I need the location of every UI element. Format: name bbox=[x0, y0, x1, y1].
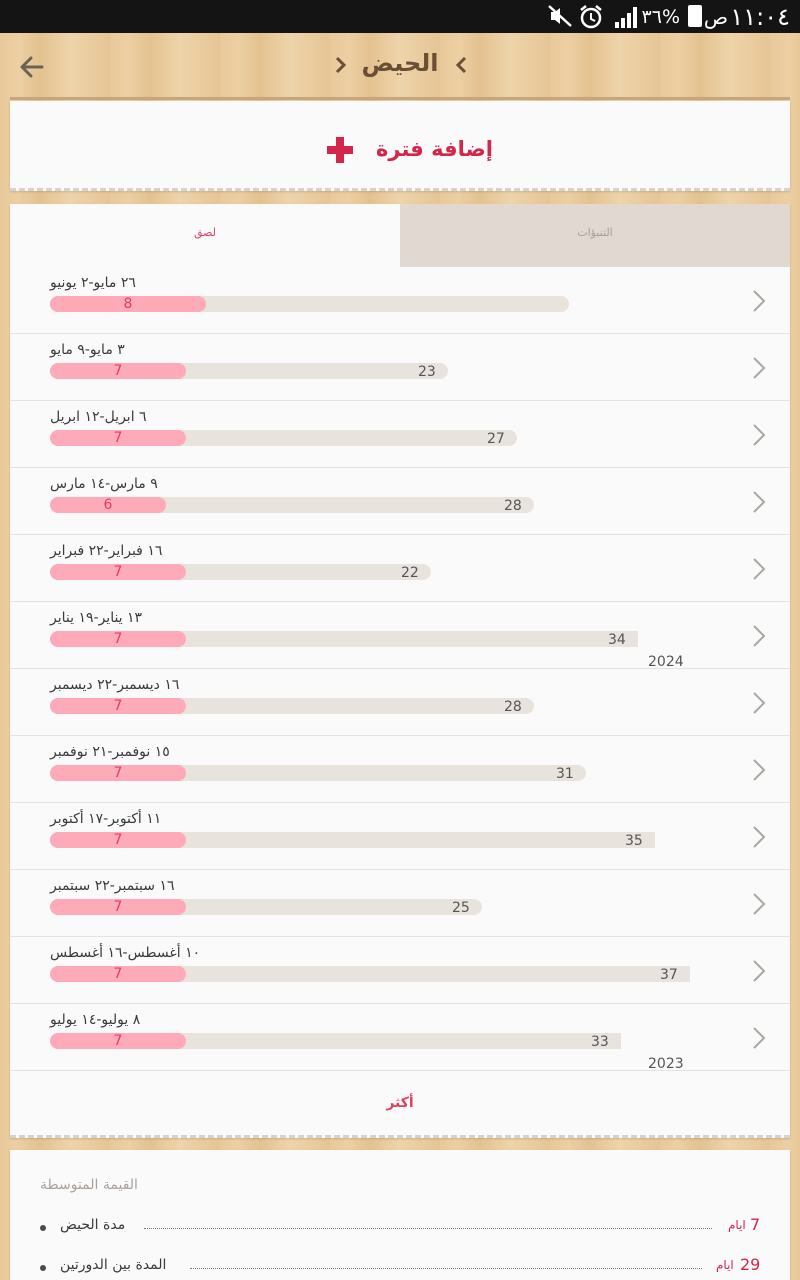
average-name: مدة الحيض bbox=[60, 1217, 126, 1233]
dotted-leader bbox=[190, 1268, 702, 1269]
cycle-length-value: 35 bbox=[625, 833, 643, 849]
chevron-right-icon[interactable] bbox=[452, 54, 472, 76]
cycle-length-value: 33 bbox=[591, 1034, 609, 1050]
clock: ١١:٠٤ bbox=[730, 3, 790, 31]
period-length-bar: 7 bbox=[50, 631, 186, 647]
period-date-range: ١٦ ديسمبر-٢٢ ديسمبر bbox=[50, 677, 180, 693]
cycle-length-value: 27 bbox=[487, 431, 505, 447]
period-row[interactable] bbox=[10, 401, 790, 468]
chevron-right-icon bbox=[752, 1026, 766, 1050]
ampm-indicator: ص bbox=[703, 5, 728, 29]
period-row[interactable] bbox=[10, 602, 790, 669]
averages-card bbox=[10, 1150, 790, 1280]
period-row[interactable] bbox=[10, 334, 790, 401]
plus-icon bbox=[326, 136, 354, 168]
bullet-dot bbox=[40, 1225, 46, 1231]
toolbar-divider bbox=[10, 97, 790, 100]
period-date-range: ٣ مايو-٩ مايو bbox=[50, 342, 125, 358]
period-row[interactable] bbox=[10, 468, 790, 535]
period-list-card bbox=[10, 204, 790, 1138]
add-period-card bbox=[10, 101, 790, 191]
period-row[interactable] bbox=[10, 1004, 790, 1071]
page-title: الحيض bbox=[361, 49, 439, 77]
chevron-right-icon bbox=[752, 959, 766, 983]
period-date-range: ١٠ أغسطس-١٦ أغسطس bbox=[50, 945, 201, 961]
period-length-bar: 7 bbox=[50, 430, 186, 446]
period-length-bar: 7 bbox=[50, 698, 186, 714]
mute-icon bbox=[548, 5, 572, 31]
chevron-right-icon bbox=[752, 758, 766, 782]
chevron-right-icon bbox=[752, 356, 766, 380]
average-value: 29 bbox=[740, 1255, 761, 1274]
chevron-right-icon bbox=[752, 892, 766, 916]
period-length-bar: 8 bbox=[50, 296, 206, 312]
tab-stuck[interactable]: لصق bbox=[10, 204, 400, 267]
cycle-length-value: 23 bbox=[418, 364, 436, 380]
period-length-bar: 7 bbox=[50, 832, 186, 848]
cycle-length-value: 28 bbox=[504, 699, 522, 715]
period-row[interactable] bbox=[10, 870, 790, 937]
period-length-bar: 7 bbox=[50, 1033, 186, 1049]
battery-percent: ٣٦% bbox=[641, 6, 680, 28]
cycle-length-value: 37 bbox=[660, 967, 678, 983]
chevron-right-icon bbox=[752, 423, 766, 447]
period-date-range: ١٣ يناير-١٩ يناير bbox=[50, 610, 143, 626]
period-date-range: ٩ مارس-١٤ مارس bbox=[50, 476, 158, 492]
chevron-right-icon bbox=[752, 691, 766, 715]
tab-predictions[interactable]: التنبؤات bbox=[400, 204, 790, 267]
chevron-right-icon bbox=[752, 557, 766, 581]
period-date-range: ٢٦ مايو-٢ يونيو bbox=[50, 275, 136, 291]
cycle-length-value: 28 bbox=[504, 498, 522, 514]
average-row bbox=[10, 1256, 790, 1280]
status-bar bbox=[0, 0, 800, 33]
period-date-range: ٦ ابريل-١٢ ابريل bbox=[50, 409, 147, 425]
period-length-bar: 7 bbox=[50, 564, 186, 580]
chevron-right-icon bbox=[752, 289, 766, 313]
toolbar bbox=[0, 33, 800, 99]
chevron-right-icon bbox=[752, 624, 766, 648]
chevron-right-icon bbox=[752, 825, 766, 849]
period-row[interactable] bbox=[10, 669, 790, 736]
period-row[interactable] bbox=[10, 535, 790, 602]
period-date-range: ١١ أكتوبر-١٧ أكتوبر bbox=[50, 811, 162, 827]
battery-icon bbox=[688, 5, 702, 27]
period-length-bar: 7 bbox=[50, 966, 186, 982]
period-row[interactable] bbox=[10, 803, 790, 870]
period-date-range: ٨ يوليو-١٤ يوليو bbox=[50, 1012, 141, 1028]
period-date-range: ١٦ سبتمبر-٢٢ سبتمبر bbox=[50, 878, 175, 894]
year-label: 2023 bbox=[648, 1056, 684, 1072]
chevron-right-icon bbox=[752, 490, 766, 514]
period-row[interactable] bbox=[10, 267, 790, 334]
cycle-length-value: 22 bbox=[401, 565, 419, 581]
bullet-dot bbox=[40, 1265, 46, 1271]
period-length-bar: 7 bbox=[50, 363, 186, 379]
dotted-leader bbox=[144, 1228, 712, 1229]
add-period-label: إضافة فترة bbox=[376, 137, 493, 161]
cycle-length-value: 31 bbox=[556, 766, 574, 782]
period-date-range: ١٦ فبراير-٢٢ فبراير bbox=[50, 543, 163, 559]
average-value: 7 bbox=[750, 1215, 761, 1234]
alarm-icon bbox=[578, 4, 604, 34]
period-date-range: ١٥ نوفمبر-٢١ نوفمبر bbox=[50, 744, 170, 760]
more-button[interactable]: أكثر bbox=[386, 1095, 414, 1111]
period-length-bar: 7 bbox=[50, 765, 186, 781]
average-row bbox=[10, 1216, 790, 1240]
cycle-length-value: 34 bbox=[608, 632, 626, 648]
period-length-bar: 6 bbox=[50, 497, 166, 513]
year-label: 2024 bbox=[648, 654, 684, 670]
average-unit: ايام bbox=[716, 1258, 734, 1272]
cycle-length-value: 25 bbox=[452, 900, 470, 916]
signal-icon bbox=[614, 6, 640, 32]
average-name: المدة بين الدورتين bbox=[60, 1257, 167, 1273]
period-row[interactable] bbox=[10, 736, 790, 803]
add-period-button[interactable] bbox=[10, 101, 790, 188]
period-row[interactable] bbox=[10, 937, 790, 1004]
averages-title: القيمة المتوسطة bbox=[40, 1177, 138, 1193]
average-unit: ايام bbox=[728, 1218, 746, 1232]
period-length-bar: 7 bbox=[50, 899, 186, 915]
